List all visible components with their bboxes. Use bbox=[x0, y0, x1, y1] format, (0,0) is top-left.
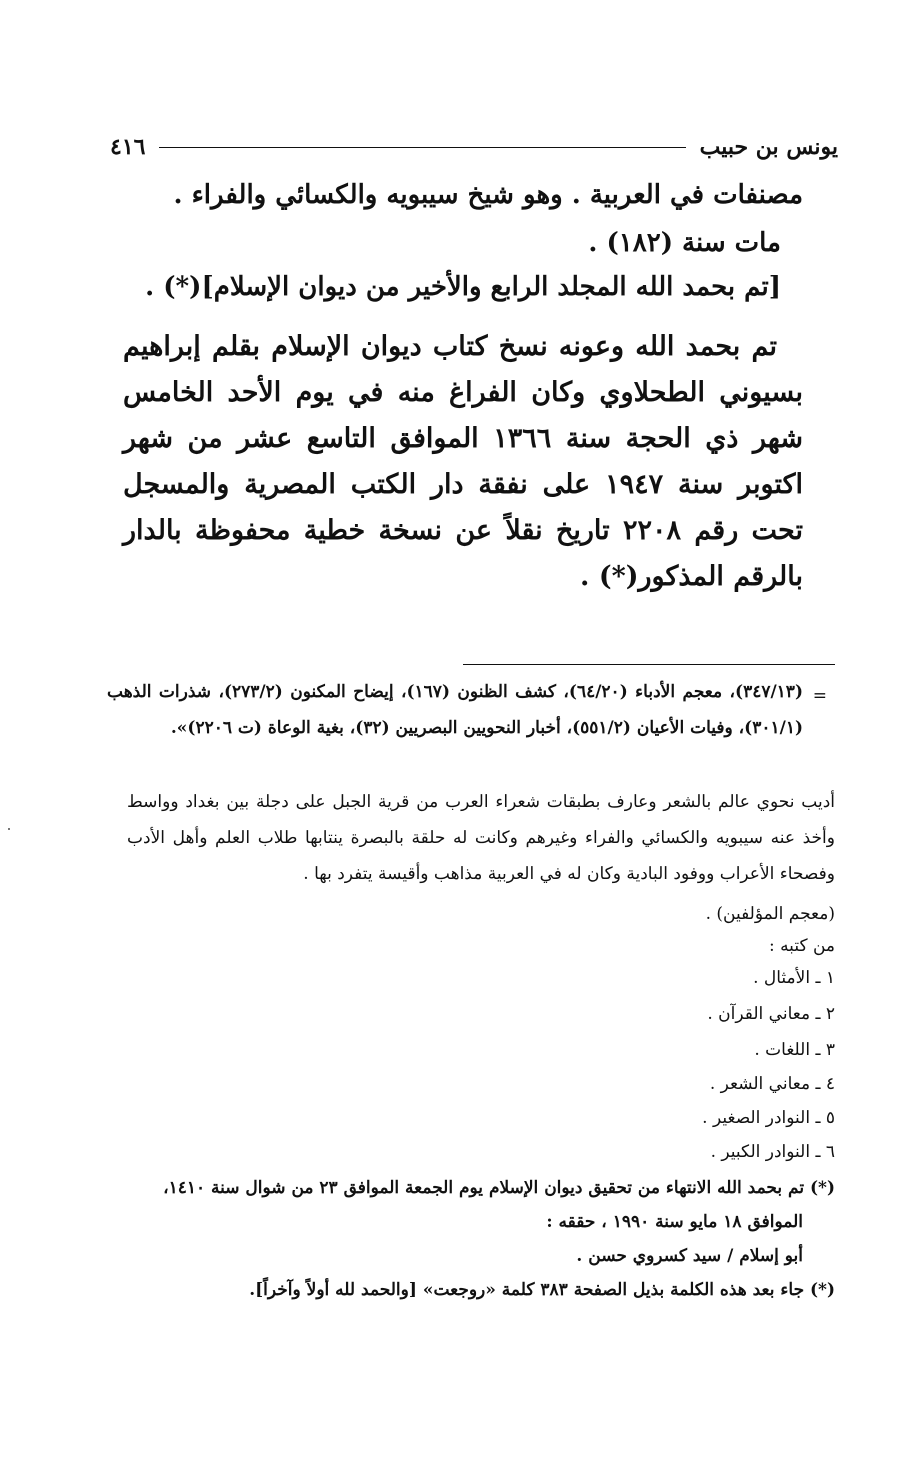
body-line-volume-end: [تم بحمد الله المجلد الرابع والأخير من ديوان الإسلام](*) . bbox=[145, 272, 781, 302]
works-list-item: ٥ ـ النوادر الصغير . bbox=[702, 1108, 835, 1128]
footnote-completion-line1: (*) تم بحمد الله الانتهاء من تحقيق ديوان الإسلام يوم الجمعة الموافق ٢٣ من شوال سنة ١٤١٠، bbox=[163, 1178, 835, 1198]
page-number: ٤١٦ bbox=[110, 134, 146, 160]
works-list-item: ٣ ـ اللغات . bbox=[754, 1040, 835, 1060]
footnote-completion-line2: الموافق ١٨ مايو سنة ١٩٩٠ ، حققه : bbox=[546, 1212, 803, 1232]
footnote-editor: أبو إسلام / سيد كسروي حسن . bbox=[576, 1246, 803, 1266]
header-rule bbox=[159, 147, 685, 148]
works-list-item: ٢ ـ معاني القرآن . bbox=[707, 1004, 835, 1024]
works-list-item: ٦ ـ النوادر الكبير . bbox=[710, 1142, 835, 1162]
works-heading: من كتبه : bbox=[768, 936, 835, 956]
footnote-sources: (٣٤٧/١٣)، معجم الأدباء (٦٤/٢٠)، كشف الظنون (١٦٧)، إيضاح المكنون (٢٧٣/٢)، شذرات الذهب (٣٠١/١)، وفيات الأعيان (٥٥١/٢)، أخبار النحويين البصريين (٣٢)، بغية الوعاة (ت ٢٢٠٦)». bbox=[107, 682, 803, 738]
running-header bbox=[110, 130, 838, 164]
footnote-rule bbox=[463, 664, 835, 665]
colophon-text: تم بحمد الله وعونه نسخ كتاب ديوان الإسلام بقلم إبراهيم بسيوني الطحلاوي وكان الفراغ منه في يوم الأحد الخامس شهر ذي الحجة سنة ١٣٦٦ الموافق التاسع عشر من شهر اكتوبر سنة ١٩٤٧ على نفقة دار الكتب المصرية والمسجل تحت رقم ٢٢٠٨ تاريخ نقلاً عن نسخة خطية محفوظة بالدار بالرقم المذكور(*) . bbox=[123, 331, 803, 592]
footnote-biography: أديب نحوي عالم بالشعر وعارف بطبقات شعراء العرب من قرية الجبل على دجلة بين بغداد وواسط وأخذ عنه سيبويه والكسائي والفراء وغيرهم وكانت له حلقة بالبصرة ينتابها طلاب العلم وأهل الأدب وفصحاء الأعراب ووفود البادية وكان له في العربية مذاهب وأقيسة يتفرد بها . bbox=[127, 792, 835, 884]
body-line-works: مصنفات في العربية . وهو شيخ سيبويه والكسائي والفراء . bbox=[173, 180, 803, 210]
footnote-bio-source: (معجم المؤلفين) . bbox=[705, 904, 835, 924]
footnote-revision-note: (*) جاء بعد هذه الكلمة بذيل الصفحة ٣٨٣ كلمة «روجعت» [والحمد لله أولاً وآخراً]. bbox=[249, 1280, 835, 1300]
works-list-item: ١ ـ الأمثال . bbox=[753, 968, 835, 988]
margin-speck bbox=[8, 828, 10, 830]
body-line-death: مات سنة (١٨٢) . bbox=[588, 228, 781, 258]
continuation-marker: = bbox=[812, 686, 827, 706]
works-list-item: ٤ ـ معاني الشعر . bbox=[709, 1074, 835, 1094]
header-title: يونس بن حبيب bbox=[699, 134, 838, 160]
colophon-paragraph bbox=[123, 324, 803, 600]
